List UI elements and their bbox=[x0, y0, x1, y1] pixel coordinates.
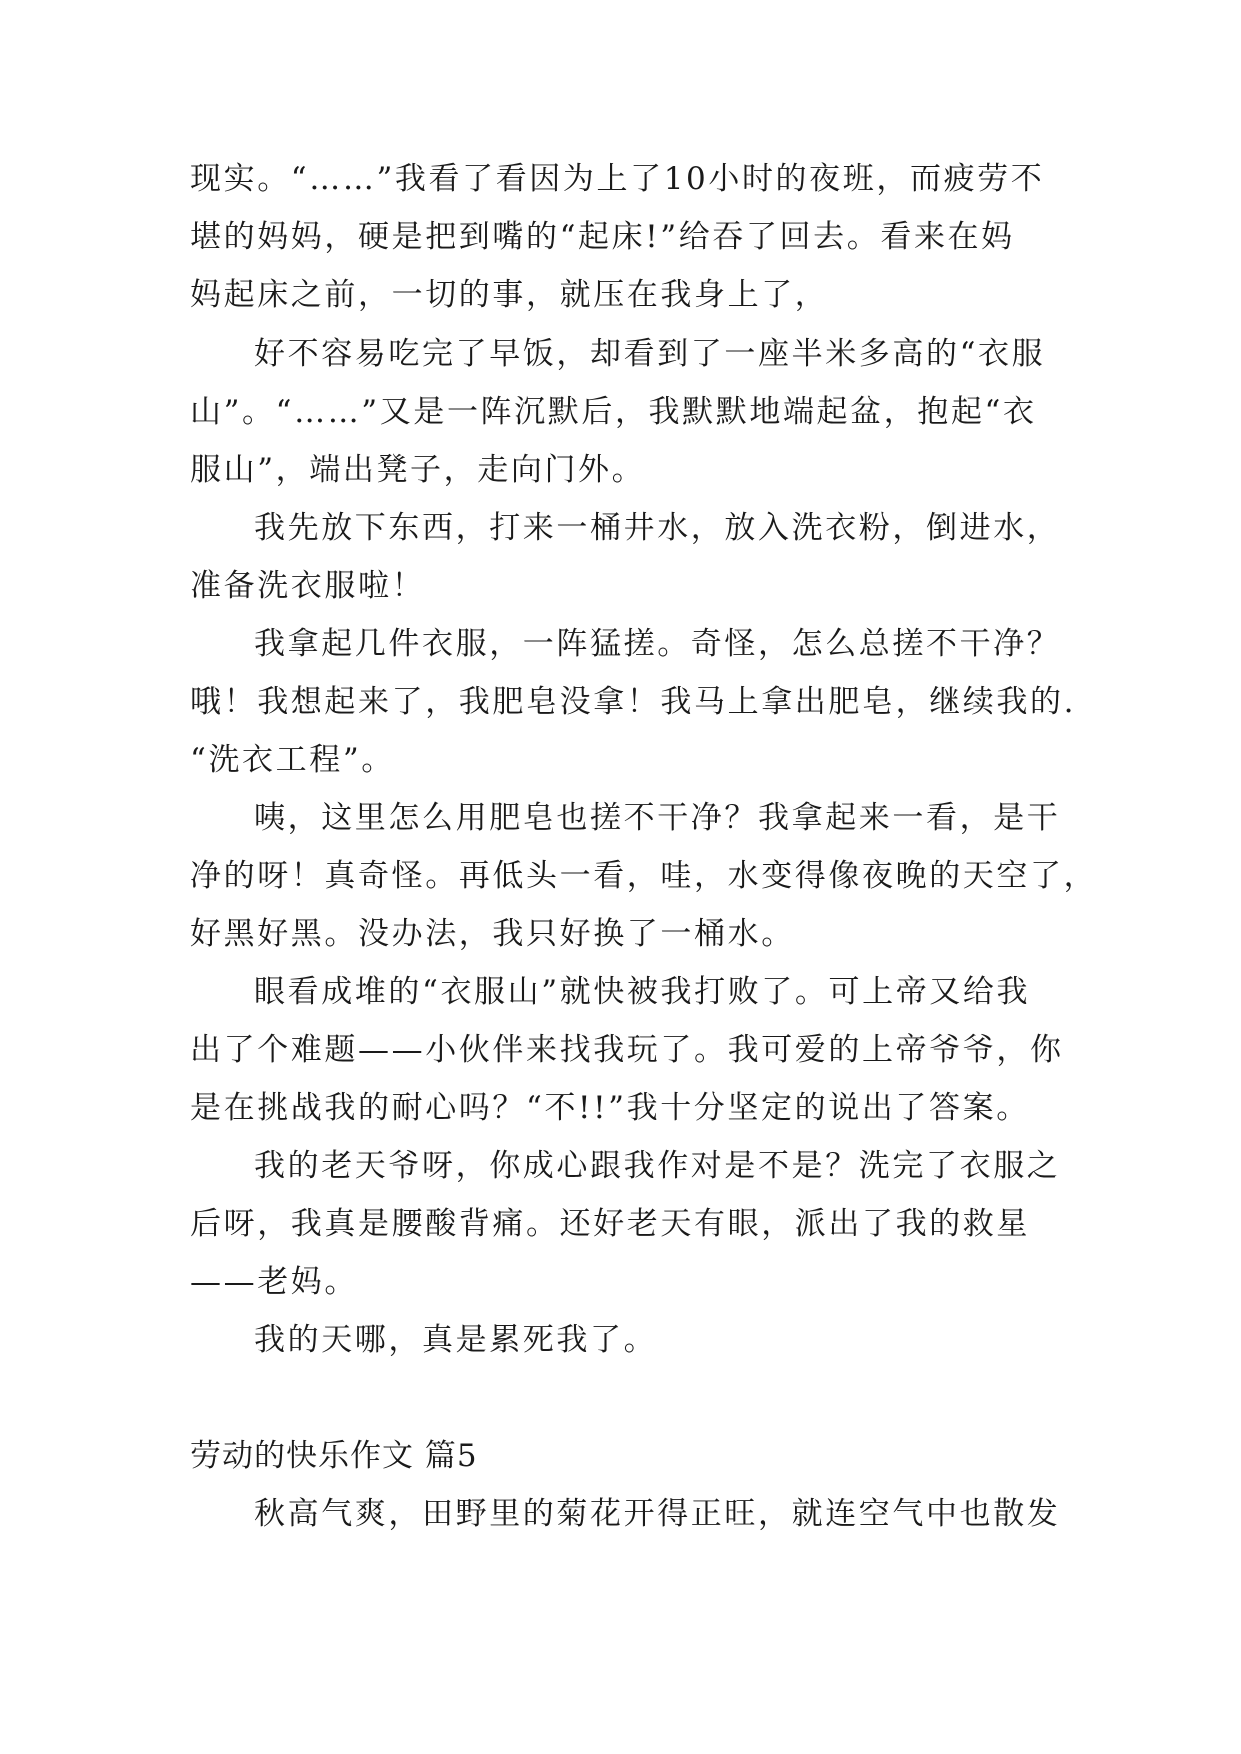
paragraph-line: 好黑好黑。没办法，我只好换了一桶水。 bbox=[190, 916, 795, 952]
paragraph-line: 哦！我想起来了，我肥皂没拿！我马上拿出肥皂，继续我的. bbox=[190, 684, 1077, 720]
paragraph-line: 我的老天爷呀，你成心跟我作对是不是？洗完了衣服之 bbox=[254, 1148, 1061, 1184]
paragraph-line: 我先放下东西，打来一桶井水，放入洗衣粉，倒进水， bbox=[254, 510, 1061, 546]
paragraph-line: ——老妈。 bbox=[190, 1264, 358, 1300]
paragraph-line: “洗衣工程”。 bbox=[190, 742, 395, 778]
paragraph-line: 我的天哪，真是累死我了。 bbox=[254, 1322, 658, 1358]
paragraph-line: 准备洗衣服啦！ bbox=[190, 568, 426, 604]
paragraph-line: 后呀，我真是腰酸背痛。还好老天有眼，派出了我的救星 bbox=[190, 1206, 1030, 1242]
paragraph-line: 秋高气爽，田野里的菊花开得正旺，就连空气中也散发 bbox=[254, 1496, 1061, 1532]
paragraph-line: 山”。“……”又是一阵沉默后，我默默地端起盆，抱起“衣 bbox=[190, 394, 1037, 430]
paragraph-line: 眼看成堆的“衣服山”就快被我打败了。可上帝又给我 bbox=[254, 974, 1031, 1010]
paragraph-line: 净的呀！真奇怪。再低头一看，哇，水变得像夜晚的天空了， bbox=[190, 858, 1098, 894]
paragraph-line: 堪的妈妈，硬是把到嘴的“起床!”给吞了回去。看来在妈 bbox=[190, 219, 1015, 255]
paragraph-line: 是在挑战我的耐心吗？“不!!”我十分坚定的说出了答案。 bbox=[190, 1090, 1030, 1126]
paragraph-line: 咦，这里怎么用肥皂也搓不干净？我拿起来一看，是干 bbox=[254, 800, 1061, 836]
paragraph-line: 妈起床之前，一切的事，就压在我身上了， bbox=[190, 277, 829, 313]
paragraph-line: 好不容易吃完了早饭，却看到了一座半米多高的“衣服 bbox=[254, 336, 1046, 372]
paragraph-line: 服山”，端出凳子，走向门外。 bbox=[190, 452, 646, 488]
section-title: 劳动的快乐作文 篇5 bbox=[190, 1438, 478, 1474]
paragraph-line: 我拿起几件衣服，一阵猛搓。奇怪，怎么总搓不干净？ bbox=[254, 626, 1061, 662]
paragraph-line: 现实。“……”我看了看因为上了10小时的夜班，而疲劳不 bbox=[190, 161, 1045, 197]
paragraph-line: 出了个难题——小伙伴来找我玩了。我可爱的上帝爷爷，你 bbox=[190, 1032, 1064, 1068]
